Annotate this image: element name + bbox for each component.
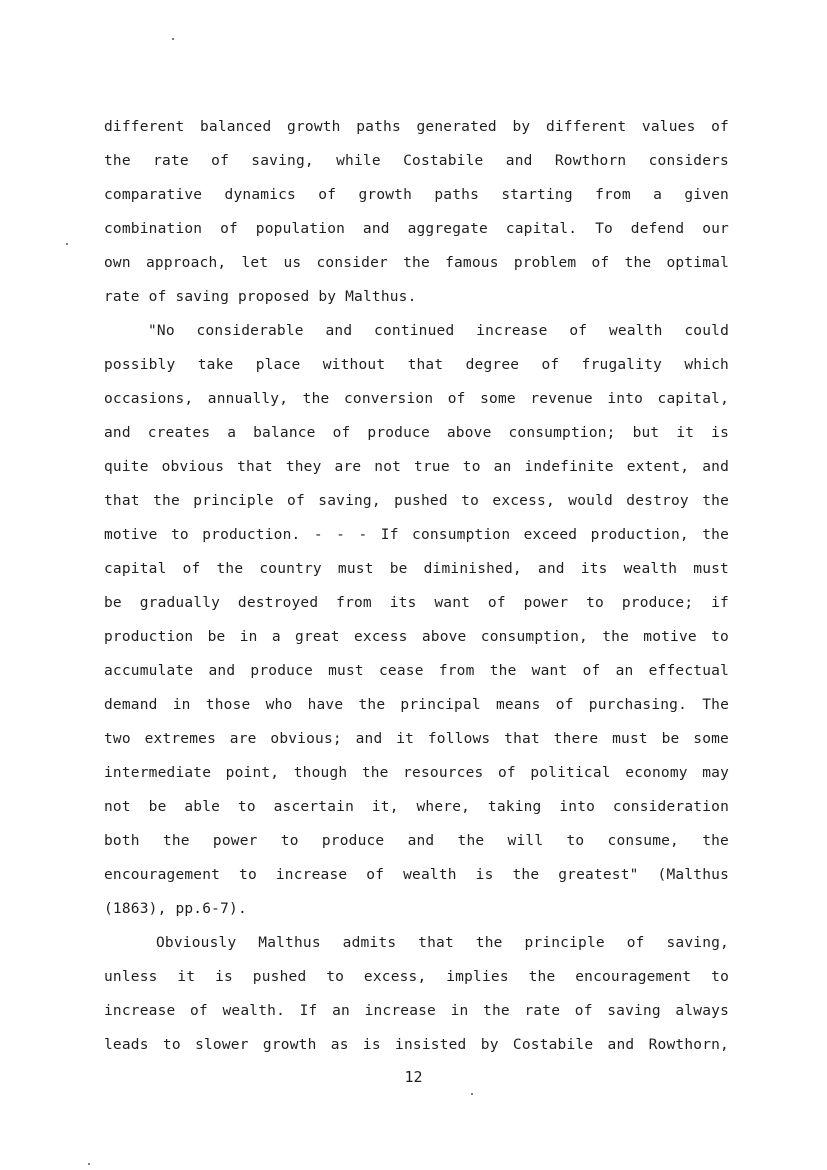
paragraph-2: [104, 926, 729, 1062]
text-line: quite obvious that they are not true to an indefinite extent, and: [104, 459, 729, 475]
body-text: [104, 110, 729, 1062]
text-line: own approach, let us consider the famous problem of the optimal: [104, 255, 729, 271]
text-line: be gradually destroyed from its want of power to produce; if: [104, 595, 729, 611]
text-line: two extremes are obvious; and it follows that there must be some: [104, 731, 729, 747]
text-line: unless it is pushed to excess, implies the encouragement to: [104, 969, 729, 985]
paragraph-1: [104, 110, 729, 314]
text-line: not be able to ascertain it, where, taking into consideration: [104, 799, 729, 815]
scan-speck: [172, 38, 174, 40]
text-line: possibly take place without that degree of frugality which: [104, 357, 729, 373]
page-number: 12: [404, 1068, 423, 1086]
text-line: encouragement to increase of wealth is the greatest" (Malthus: [104, 867, 729, 883]
quotation: [104, 314, 729, 926]
text-line: demand in those who have the principal means of purchasing. The: [104, 697, 729, 713]
text-line: combination of population and aggregate capital. To defend our: [104, 221, 729, 237]
text-line: capital of the country must be diminished, and its wealth must: [104, 561, 729, 577]
text-line: (1863), pp.6-7).: [104, 901, 247, 917]
text-line: and creates a balance of produce above consumption; but it is: [104, 425, 729, 441]
text-line: occasions, annually, the conversion of some revenue into capital,: [104, 391, 729, 407]
text-line: production be in a great excess above consumption, the motive to: [104, 629, 729, 645]
text-line: rate of saving proposed by Malthus.: [104, 289, 417, 305]
text-line: that the principle of saving, pushed to excess, would destroy the: [104, 493, 729, 509]
text-line: "No considerable and continued increase of wealth could: [148, 323, 729, 339]
text-line: leads to slower growth as is insisted by Costabile and Rowthorn,: [104, 1037, 729, 1053]
scan-speck: [66, 243, 68, 245]
scan-speck: [88, 1163, 90, 1165]
text-line: intermediate point, though the resources of political economy may: [104, 765, 729, 781]
text-line: both the power to produce and the will to consume, the: [104, 833, 729, 849]
text-line: Obviously Malthus admits that the principle of saving,: [156, 935, 729, 951]
text-line: the rate of saving, while Costabile and Rowthorn considers: [104, 153, 729, 169]
text-line: comparative dynamics of growth paths starting from a given: [104, 187, 729, 203]
text-line: motive to production. - - - If consumption exceed production, the: [104, 527, 729, 543]
scan-speck: [471, 1093, 473, 1095]
text-line: different balanced growth paths generated by different values of: [104, 119, 729, 135]
text-line: increase of wealth. If an increase in the rate of saving always: [104, 1003, 729, 1019]
text-line: accumulate and produce must cease from the want of an effectual: [104, 663, 729, 679]
